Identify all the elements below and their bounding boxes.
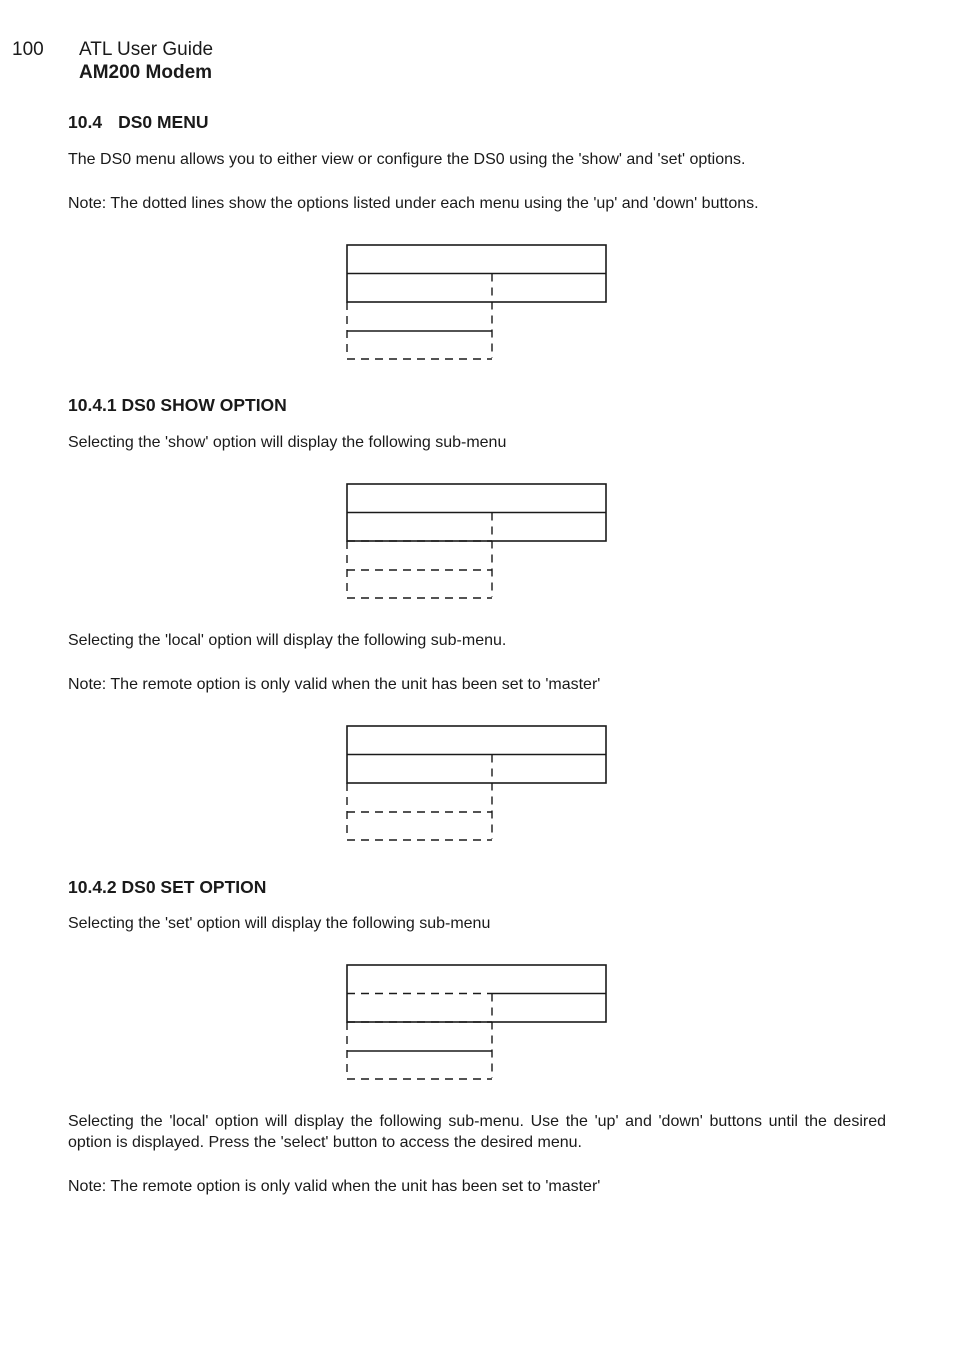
ds0-set-diagram xyxy=(340,958,614,1083)
section-heading-ds0-show: 10.4.1 DS0 SHOW OPTION xyxy=(68,395,287,415)
page-number: 100 xyxy=(12,39,44,60)
section-heading-ds0-menu xyxy=(68,112,209,133)
ds0-menu-diagram xyxy=(340,238,614,363)
ds0-show-diagram xyxy=(340,477,614,602)
guide-title: ATL User Guide xyxy=(79,39,214,60)
section-number: 10.4 xyxy=(68,112,103,132)
ds0-show-note: Note: The remote option is only valid when the unit has been set to 'master' xyxy=(68,676,601,693)
ds0-show-local-diagram xyxy=(340,719,614,844)
section-title: DS0 MENU xyxy=(118,112,209,132)
model-title: AM200 Modem xyxy=(79,62,213,83)
ds0-set-note: Note: The remote option is only valid when the unit has been set to 'master' xyxy=(68,1178,601,1195)
ds0-show-intro: Selecting the 'show' option will display the following sub-menu xyxy=(68,434,507,451)
ds0-set-local-text: Selecting the 'local' option will display the following sub-menu. Use the 'up' and 'down' buttons until the desired option is displayed. Press the 'select' button to access the desired menu. xyxy=(68,1113,886,1151)
ds0-show-local-text: Selecting the 'local' option will display the following sub-menu. xyxy=(68,632,507,649)
ds0-menu-intro: The DS0 menu allows you to either view or configure the DS0 using the 'show' and 'set' options. xyxy=(68,151,746,168)
ds0-menu-note: Note: The dotted lines show the options listed under each menu using the 'up' and 'down' buttons. xyxy=(68,195,759,212)
section-heading-ds0-set: 10.4.2 DS0 SET OPTION xyxy=(68,877,267,897)
ds0-set-intro: Selecting the 'set' option will display the following sub-menu xyxy=(68,915,491,932)
